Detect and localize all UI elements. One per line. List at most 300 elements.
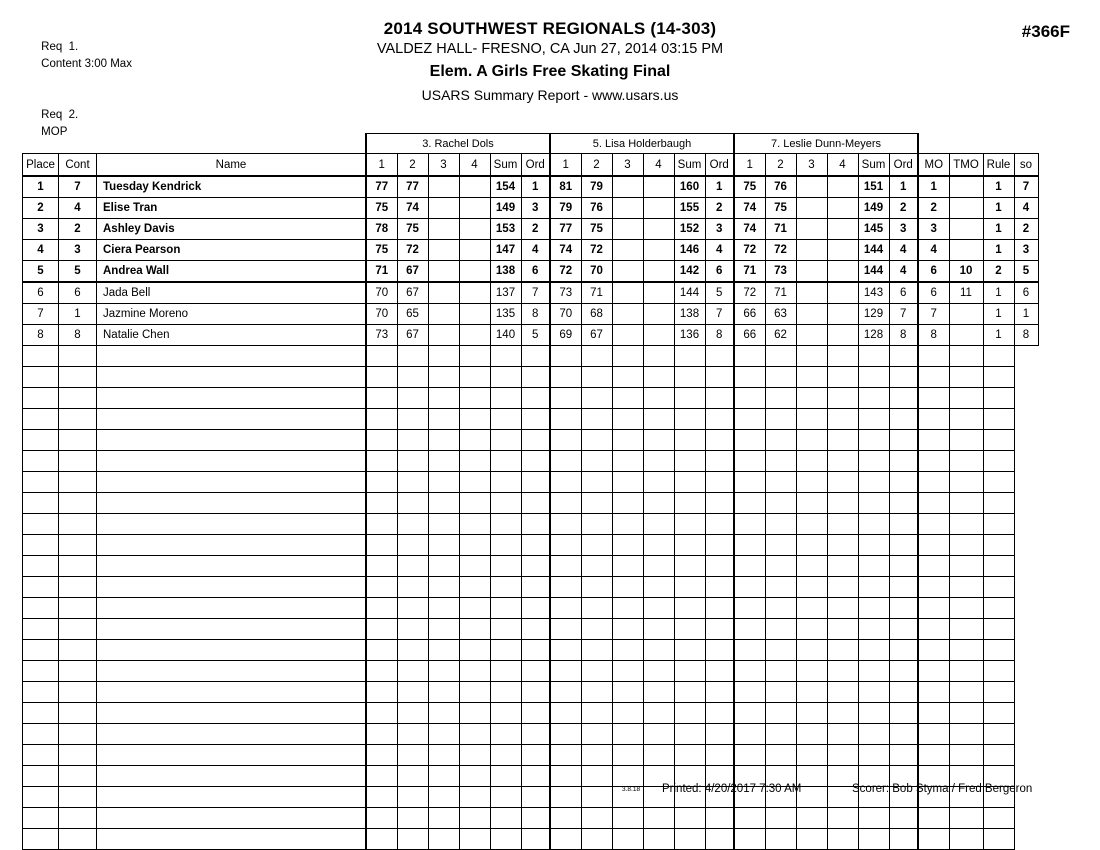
empty-cell — [490, 829, 521, 850]
column-header-cont: Cont — [59, 154, 97, 177]
empty-cell — [397, 556, 428, 577]
table-row-empty — [23, 724, 1039, 745]
row-j3-element-4 — [827, 240, 858, 261]
column-header-j2-ord: Ord — [705, 154, 734, 177]
table-row-empty — [23, 346, 1039, 367]
empty-cell — [674, 556, 705, 577]
empty-cell — [550, 619, 581, 640]
column-header-j3-e4: 4 — [827, 154, 858, 177]
row-j2-element-3 — [612, 219, 643, 240]
empty-cell — [23, 367, 59, 388]
row-j2-element-3 — [612, 282, 643, 304]
empty-cell — [889, 556, 918, 577]
empty-cell — [490, 619, 521, 640]
empty-cell — [889, 640, 918, 661]
empty-cell — [889, 367, 918, 388]
empty-cell — [827, 577, 858, 598]
row-so: 3 — [1014, 240, 1038, 261]
row-j2-ord: 7 — [705, 304, 734, 325]
empty-cell — [734, 409, 765, 430]
empty-cell — [366, 598, 397, 619]
empty-cell — [949, 661, 983, 682]
empty-cell — [949, 409, 983, 430]
row-j3-element-2: 71 — [765, 219, 796, 240]
empty-cell — [612, 598, 643, 619]
empty-cell — [459, 388, 490, 409]
row-place: 3 — [23, 219, 59, 240]
empty-cell — [428, 346, 459, 367]
table-row-empty — [23, 598, 1039, 619]
empty-cell — [705, 514, 734, 535]
empty-cell — [397, 619, 428, 640]
table-row-empty — [23, 409, 1039, 430]
empty-cell — [949, 682, 983, 703]
empty-cell — [765, 724, 796, 745]
judge-header-spacer-rule — [983, 134, 1014, 154]
empty-cell — [983, 451, 1014, 472]
empty-cell — [23, 388, 59, 409]
column-header-place: Place — [23, 154, 59, 177]
judge-header-spacer-name — [97, 134, 367, 154]
empty-cell — [397, 640, 428, 661]
empty-cell — [674, 661, 705, 682]
row-mo: 6 — [918, 261, 949, 283]
empty-cell — [521, 346, 550, 367]
empty-cell — [59, 724, 97, 745]
empty-cell — [643, 367, 674, 388]
row-j3-element-2: 63 — [765, 304, 796, 325]
empty-cell — [550, 409, 581, 430]
row-mo: 3 — [918, 219, 949, 240]
row-j1-element-1: 75 — [366, 198, 397, 219]
empty-cell — [612, 409, 643, 430]
column-header-j2-sum: Sum — [674, 154, 705, 177]
empty-cell — [796, 430, 827, 451]
empty-cell — [428, 493, 459, 514]
empty-cell — [674, 724, 705, 745]
empty-cell — [734, 346, 765, 367]
empty-cell — [858, 493, 889, 514]
empty-cell — [59, 682, 97, 703]
empty-cell — [581, 556, 612, 577]
empty-cell — [643, 808, 674, 829]
judge-3-name: 7. Leslie Dunn-Meyers — [734, 134, 918, 154]
empty-cell — [734, 661, 765, 682]
empty-cell — [521, 409, 550, 430]
column-header-j1-e1: 1 — [366, 154, 397, 177]
empty-cell — [765, 619, 796, 640]
empty-cell — [918, 367, 949, 388]
empty-cell — [918, 745, 949, 766]
row-j2-element-4 — [643, 176, 674, 198]
empty-cell — [796, 829, 827, 850]
empty-cell — [490, 493, 521, 514]
empty-cell — [643, 493, 674, 514]
empty-cell — [983, 493, 1014, 514]
empty-cell — [949, 514, 983, 535]
table-row-empty — [23, 808, 1039, 829]
row-j2-element-2: 76 — [581, 198, 612, 219]
empty-cell — [490, 451, 521, 472]
footer-version-code: 3.8.18 — [622, 786, 641, 793]
empty-cell — [459, 472, 490, 493]
row-j1-element-2: 65 — [397, 304, 428, 325]
empty-cell — [581, 724, 612, 745]
empty-cell — [459, 514, 490, 535]
row-j1-element-4 — [459, 240, 490, 261]
empty-cell — [550, 745, 581, 766]
empty-cell — [490, 556, 521, 577]
column-header-j1-e3: 3 — [428, 154, 459, 177]
footer-scorer: Scorer: Bob Styma / Fred Bergeron — [852, 783, 1033, 795]
row-j1-sum: 135 — [490, 304, 521, 325]
empty-cell — [490, 808, 521, 829]
empty-cell — [918, 514, 949, 535]
empty-cell — [397, 535, 428, 556]
row-j1-element-2: 75 — [397, 219, 428, 240]
row-j2-element-3 — [612, 240, 643, 261]
empty-cell — [59, 829, 97, 850]
row-rule: 1 — [983, 282, 1014, 304]
empty-cell — [918, 682, 949, 703]
judge-header-spacer-so — [1014, 134, 1038, 154]
row-j1-ord: 3 — [521, 198, 550, 219]
table-row — [23, 176, 1039, 198]
empty-cell — [490, 640, 521, 661]
empty-cell — [983, 535, 1014, 556]
row-j3-element-2: 72 — [765, 240, 796, 261]
empty-cell — [858, 472, 889, 493]
event-title: 2014 SOUTHWEST REGIONALS (14-303) — [383, 19, 717, 38]
empty-cell — [612, 661, 643, 682]
empty-cell — [889, 682, 918, 703]
empty-cell — [705, 556, 734, 577]
row-j2-element-4 — [643, 304, 674, 325]
empty-cell — [23, 724, 59, 745]
row-place: 4 — [23, 240, 59, 261]
empty-cell — [983, 409, 1014, 430]
empty-cell — [366, 514, 397, 535]
empty-cell — [949, 577, 983, 598]
empty-cell — [366, 829, 397, 850]
row-so: 8 — [1014, 325, 1038, 346]
empty-cell — [521, 829, 550, 850]
empty-cell — [858, 388, 889, 409]
empty-cell — [397, 409, 428, 430]
empty-cell — [765, 598, 796, 619]
empty-cell — [459, 409, 490, 430]
table-row-empty — [23, 577, 1039, 598]
empty-cell — [366, 556, 397, 577]
empty-cell — [97, 346, 367, 367]
row-tmo — [949, 304, 983, 325]
empty-cell — [366, 703, 397, 724]
row-j2-element-4 — [643, 282, 674, 304]
judge-1-name: 3. Rachel Dols — [366, 134, 550, 154]
empty-cell — [983, 619, 1014, 640]
empty-cell — [59, 703, 97, 724]
table-row — [23, 240, 1039, 261]
row-j2-element-4 — [643, 219, 674, 240]
empty-cell — [550, 472, 581, 493]
row-j1-element-3 — [428, 219, 459, 240]
empty-cell — [983, 556, 1014, 577]
empty-cell — [459, 808, 490, 829]
empty-cell — [23, 640, 59, 661]
empty-cell — [643, 703, 674, 724]
row-j2-element-1: 77 — [550, 219, 581, 240]
empty-cell — [889, 451, 918, 472]
empty-cell — [59, 535, 97, 556]
empty-cell — [674, 745, 705, 766]
row-j2-element-4 — [643, 261, 674, 283]
empty-cell — [796, 451, 827, 472]
column-header-j3-e2: 2 — [765, 154, 796, 177]
column-header-rule: Rule — [983, 154, 1014, 177]
empty-cell — [490, 409, 521, 430]
empty-cell — [858, 745, 889, 766]
empty-cell — [521, 556, 550, 577]
empty-cell — [705, 661, 734, 682]
empty-cell — [949, 535, 983, 556]
empty-cell — [765, 367, 796, 388]
empty-cell — [734, 493, 765, 514]
empty-cell — [550, 640, 581, 661]
empty-cell — [889, 388, 918, 409]
row-place: 1 — [23, 176, 59, 198]
row-j3-element-1: 66 — [734, 304, 765, 325]
empty-cell — [827, 682, 858, 703]
row-so: 2 — [1014, 219, 1038, 240]
empty-cell — [734, 703, 765, 724]
row-j1-sum: 138 — [490, 261, 521, 283]
row-j3-element-3 — [796, 176, 827, 198]
row-j1-element-2: 74 — [397, 198, 428, 219]
empty-cell — [827, 598, 858, 619]
empty-cell — [796, 556, 827, 577]
empty-cell — [459, 703, 490, 724]
empty-cell — [97, 451, 367, 472]
column-header-j1-e2: 2 — [397, 154, 428, 177]
empty-cell — [827, 388, 858, 409]
empty-cell — [23, 409, 59, 430]
empty-cell — [827, 472, 858, 493]
empty-cell — [796, 472, 827, 493]
empty-cell — [397, 493, 428, 514]
empty-cell — [643, 451, 674, 472]
table-row — [23, 325, 1039, 346]
empty-cell — [428, 829, 459, 850]
empty-cell — [796, 493, 827, 514]
empty-cell — [23, 703, 59, 724]
empty-cell — [643, 619, 674, 640]
empty-cell — [612, 703, 643, 724]
empty-cell — [366, 472, 397, 493]
empty-cell — [397, 598, 428, 619]
empty-cell — [796, 661, 827, 682]
empty-cell — [59, 661, 97, 682]
empty-cell — [827, 535, 858, 556]
row-j3-element-2: 62 — [765, 325, 796, 346]
row-j3-element-1: 72 — [734, 282, 765, 304]
row-tmo: 10 — [949, 261, 983, 283]
column-header-j3-e1: 1 — [734, 154, 765, 177]
empty-cell — [983, 808, 1014, 829]
row-j3-ord: 1 — [889, 176, 918, 198]
row-j2-element-1: 72 — [550, 261, 581, 283]
empty-cell — [734, 829, 765, 850]
row-rule: 1 — [983, 240, 1014, 261]
row-tmo — [949, 325, 983, 346]
row-place: 5 — [23, 261, 59, 283]
empty-cell — [459, 598, 490, 619]
empty-cell — [397, 346, 428, 367]
empty-cell — [521, 514, 550, 535]
row-j2-sum: 142 — [674, 261, 705, 283]
empty-cell — [983, 661, 1014, 682]
empty-cell — [918, 598, 949, 619]
empty-cell — [918, 577, 949, 598]
table-row-empty — [23, 535, 1039, 556]
empty-cell — [521, 535, 550, 556]
row-j3-element-1: 74 — [734, 198, 765, 219]
empty-cell — [459, 451, 490, 472]
row-j3-element-1: 66 — [734, 325, 765, 346]
empty-cell — [97, 703, 367, 724]
empty-cell — [59, 808, 97, 829]
empty-cell — [550, 493, 581, 514]
empty-cell — [734, 451, 765, 472]
empty-cell — [550, 556, 581, 577]
empty-cell — [858, 661, 889, 682]
column-header-j3-ord: Ord — [889, 154, 918, 177]
column-header-so: so — [1014, 154, 1038, 177]
column-header-name: Name — [97, 154, 367, 177]
row-mo: 4 — [918, 240, 949, 261]
column-header-j1-ord: Ord — [521, 154, 550, 177]
empty-cell — [428, 745, 459, 766]
empty-cell — [643, 682, 674, 703]
empty-cell — [827, 493, 858, 514]
judge-header-spacer-tmo — [949, 134, 983, 154]
requirement-2-text: MOP — [41, 126, 68, 138]
empty-cell — [705, 640, 734, 661]
empty-cell — [643, 430, 674, 451]
row-so: 5 — [1014, 261, 1038, 283]
row-name: Jada Bell — [97, 282, 367, 304]
empty-cell — [366, 535, 397, 556]
empty-cell — [459, 745, 490, 766]
empty-cell — [796, 808, 827, 829]
empty-cell — [983, 367, 1014, 388]
empty-cell — [918, 535, 949, 556]
empty-cell — [366, 451, 397, 472]
empty-cell — [796, 577, 827, 598]
empty-cell — [612, 682, 643, 703]
empty-cell — [521, 682, 550, 703]
empty-cell — [674, 829, 705, 850]
row-j3-element-3 — [796, 282, 827, 304]
row-j2-element-1: 74 — [550, 240, 581, 261]
requirement-1-label: Req 1. — [41, 41, 79, 53]
empty-cell — [581, 388, 612, 409]
empty-cell — [521, 745, 550, 766]
empty-cell — [827, 409, 858, 430]
row-cont: 1 — [59, 304, 97, 325]
row-j2-element-2: 72 — [581, 240, 612, 261]
empty-cell — [705, 388, 734, 409]
empty-cell — [643, 745, 674, 766]
row-j1-ord: 1 — [521, 176, 550, 198]
row-j1-element-1: 75 — [366, 240, 397, 261]
empty-cell — [674, 703, 705, 724]
empty-cell — [858, 682, 889, 703]
empty-cell — [459, 577, 490, 598]
row-j2-sum: 160 — [674, 176, 705, 198]
empty-cell — [949, 598, 983, 619]
row-tmo — [949, 219, 983, 240]
empty-cell — [643, 514, 674, 535]
empty-cell — [827, 451, 858, 472]
row-rule: 1 — [983, 304, 1014, 325]
empty-cell — [983, 472, 1014, 493]
empty-cell — [674, 535, 705, 556]
empty-cell — [97, 556, 367, 577]
empty-cell — [97, 367, 367, 388]
row-j2-element-2: 67 — [581, 325, 612, 346]
empty-cell — [97, 640, 367, 661]
empty-cell — [59, 388, 97, 409]
empty-cell — [23, 451, 59, 472]
empty-cell — [765, 388, 796, 409]
empty-cell — [428, 451, 459, 472]
row-rule: 2 — [983, 261, 1014, 283]
empty-cell — [612, 619, 643, 640]
empty-cell — [521, 388, 550, 409]
empty-cell — [889, 724, 918, 745]
empty-cell — [23, 829, 59, 850]
row-j1-ord: 8 — [521, 304, 550, 325]
empty-cell — [550, 682, 581, 703]
row-place: 7 — [23, 304, 59, 325]
empty-cell — [765, 640, 796, 661]
empty-cell — [97, 577, 367, 598]
row-so: 6 — [1014, 282, 1038, 304]
empty-cell — [796, 682, 827, 703]
empty-cell — [428, 682, 459, 703]
row-j3-element-2: 71 — [765, 282, 796, 304]
empty-cell — [734, 388, 765, 409]
table-row-empty — [23, 640, 1039, 661]
row-j2-sum: 144 — [674, 282, 705, 304]
empty-cell — [97, 808, 367, 829]
row-name: Natalie Chen — [97, 325, 367, 346]
row-name: Tuesday Kendrick — [97, 176, 367, 198]
empty-cell — [550, 451, 581, 472]
row-j1-sum: 140 — [490, 325, 521, 346]
row-j3-element-3 — [796, 240, 827, 261]
empty-cell — [366, 745, 397, 766]
empty-cell — [949, 556, 983, 577]
row-j1-element-4 — [459, 261, 490, 283]
empty-cell — [97, 724, 367, 745]
row-rule: 1 — [983, 198, 1014, 219]
empty-cell — [397, 724, 428, 745]
row-j3-element-4 — [827, 219, 858, 240]
empty-cell — [581, 598, 612, 619]
empty-cell — [490, 703, 521, 724]
empty-cell — [858, 535, 889, 556]
